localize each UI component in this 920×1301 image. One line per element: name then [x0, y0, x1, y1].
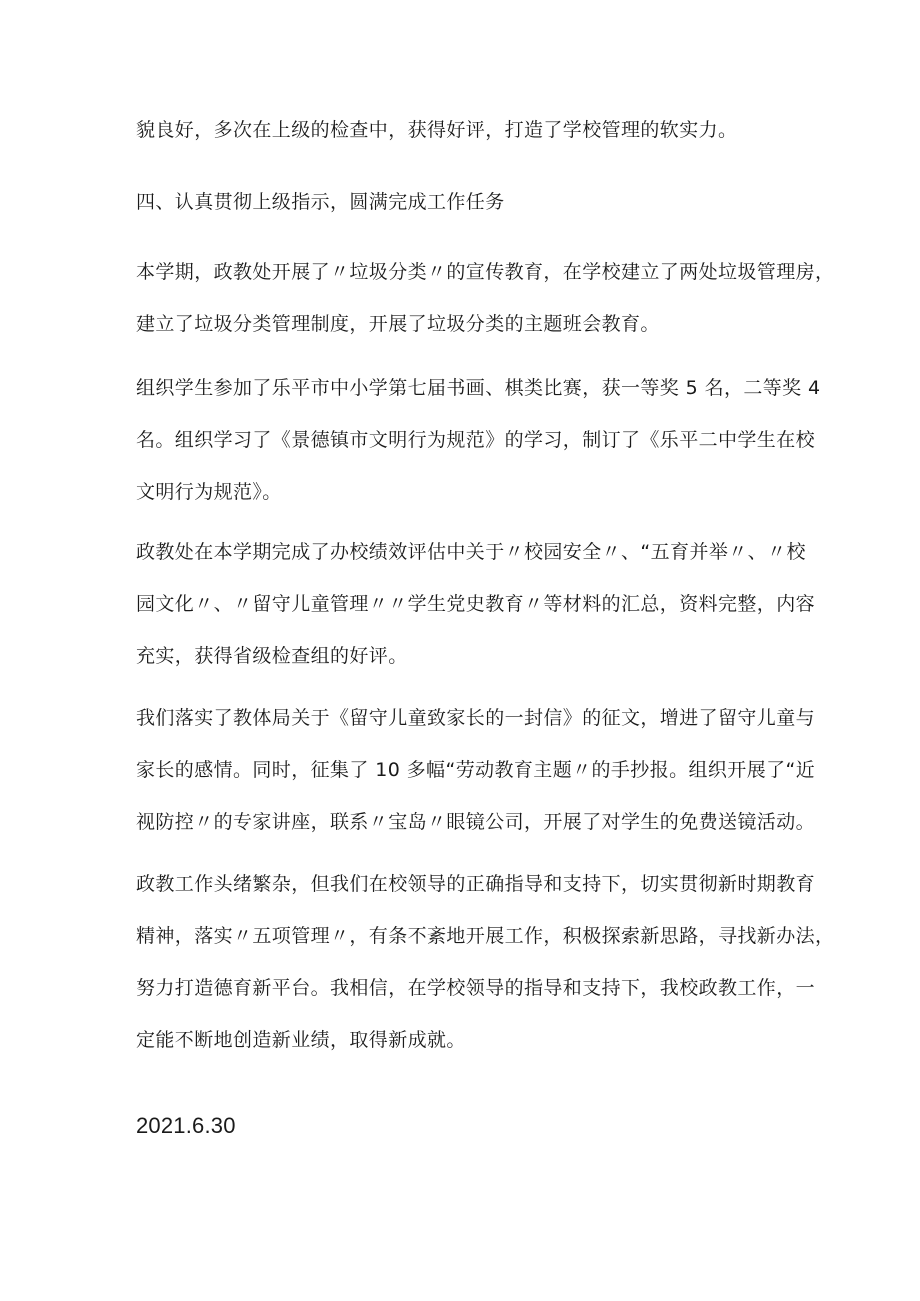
text-line: 园文化〃、〃留守儿童管理〃〃学生党史教育〃等材料的汇总，资料完整，内容: [136, 593, 816, 615]
text-line: 精神，落实〃五项管理〃，有条不紊地开展工作，积极探索新思路，寻找新办法，: [136, 925, 835, 947]
text-line: 文明行为规范》。: [136, 481, 282, 503]
text-line: 本学期，政教处开展了〃垃圾分类〃的宣传教育，在学校建立了两处垃圾管理房，: [136, 261, 835, 283]
paragraph-closing-fragment: [136, 104, 796, 156]
text-line: 充实，获得省级检查组的好评。: [136, 645, 408, 667]
document-date: 2021.6.30: [136, 1113, 236, 1138]
paragraph-garbage-sorting: [136, 246, 835, 350]
text-line: 貌良好，多次在上级的检查中，获得好评，打造了学校管理的软实力。: [136, 119, 738, 141]
paragraph-competition: [136, 362, 821, 518]
text-line: 建立了垃圾分类管理制度，开展了垃圾分类的主题班会教育。: [136, 313, 660, 335]
text-line: 四、认真贯彻上级指示，圆满完成工作任务: [136, 191, 505, 213]
text-line: 定能不断地创造新业绩，取得新成就。: [136, 1029, 466, 1051]
text-line: 政教工作头绪繁杂，但我们在校领导的正确指导和支持下，切实贯彻新时期教育: [136, 873, 816, 895]
text-line: 视防控〃的专家讲座，联系〃宝岛〃眼镜公司，开展了对学生的免费送镜活动。: [136, 811, 816, 833]
section-heading: [136, 176, 796, 228]
paragraph-left-behind-children: [136, 692, 816, 848]
text-line: 组织学生参加了乐平市中小学第七届书画、棋类比赛，获一等奖 5 名，二等奖 4: [136, 377, 821, 399]
paragraph-performance-evaluation: [136, 526, 816, 682]
text-line: 名。组织学习了《景德镇市文明行为规范》的学习，制订了《乐平二中学生在校: [136, 429, 816, 451]
text-line: 政教处在本学期完成了办校绩效评估中关于〃校园安全〃、“五育并举〃、〃校: [136, 541, 806, 563]
text-line: 家长的感情。同时，征集了 10 多幅“劳动教育主题〃的手抄报。组织开展了“近: [136, 759, 816, 781]
text-line: 我们落实了教体局关于《留守儿童致家长的一封信》的征文，增进了留守儿童与: [136, 707, 816, 729]
paragraph-conclusion: [136, 858, 835, 1066]
text-line: 努力打造德育新平台。我相信，在学校领导的指导和支持下，我校政教工作，一: [136, 977, 816, 999]
